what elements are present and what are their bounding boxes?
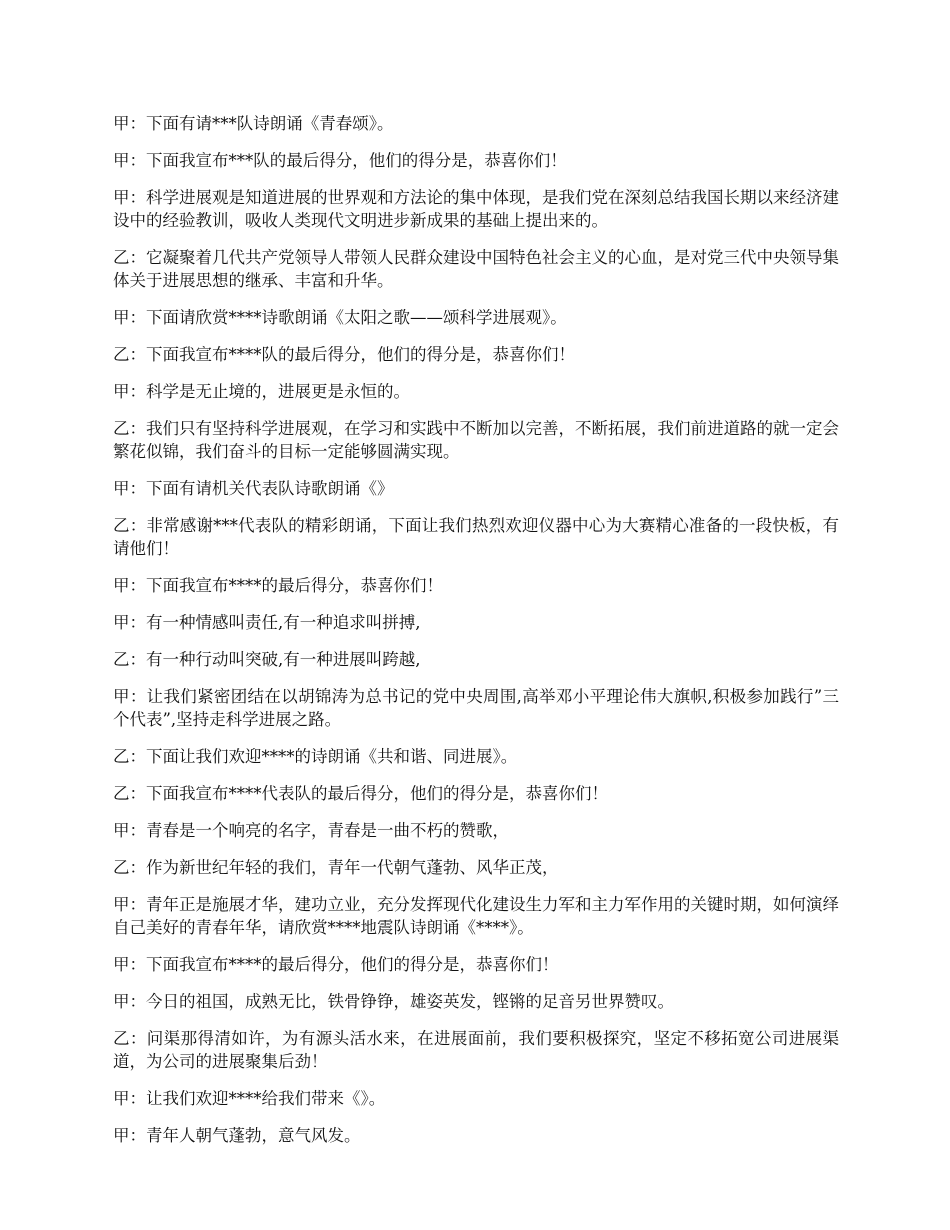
paragraph: 乙：问渠那得清如许，为有源头活水来，在进展面前，我们要积极探究，坚定不移拓宽公司进展渠道，为公司的进展聚集后劲！ [113, 1029, 839, 1071]
paragraph: 甲：青春是一个响亮的名字，青春是一曲不朽的赞歌， [113, 821, 509, 840]
paragraph: 甲：下面我宣布****的最后得分，他们的得分是，恭喜你们！ [113, 955, 559, 974]
paragraph: 甲：青年正是施展才华，建功立业，充分发挥现代化建设生力军和主力军作用的关键时期，如何演绎自己美好的青春年华，请欣赏****地震队诗朗诵《****》。 [113, 895, 839, 937]
paragraph: 甲：科学是无止境的，进展更是永恒的。 [113, 382, 410, 401]
document-body [113, 112, 839, 1161]
paragraph: 甲：让我们欢迎****给我们带来《》。 [113, 1089, 386, 1108]
paragraph: 乙：下面我宣布****代表队的最后得分，他们的得分是，恭喜你们！ [113, 784, 608, 803]
paragraph: 乙：有一种行动叫突破,有一种进展叫跨越, [113, 650, 421, 669]
paragraph: 甲：让我们紧密团结在以胡锦涛为总书记的党中央周围,高举邓小平理论伟大旗帜,积极参加践行”三个代表”,坚持走科学进展之路。 [113, 687, 839, 729]
paragraph: 甲：下面有请***队诗朗诵《青春颂》。 [113, 114, 394, 133]
paragraph: 甲：下面请欣赏****诗歌朗诵《太阳之歌——颂科学进展观》。 [113, 308, 567, 327]
paragraph: 乙：作为新世纪年轻的我们，青年一代朝气蓬勃、风华正茂， [113, 858, 559, 877]
paragraph: 甲：有一种情感叫责任,有一种追求叫拼搏, [113, 613, 421, 632]
paragraph: 甲：青年人朝气蓬勃，意气风发。 [113, 1126, 361, 1145]
paragraph: 乙：非常感谢***代表队的精彩朗诵，下面让我们热烈欢迎仪器中心为大赛精心准备的一段快板，有请他们！ [113, 516, 839, 558]
paragraph: 甲：科学进展观是知道进展的世界观和方法论的集中体现，是我们党在深刻总结我国长期以来经济建设中的经验教训，吸收人类现代文明进步新成果的基础上提出来的。 [113, 188, 839, 230]
paragraph: 乙：下面我宣布****队的最后得分，他们的得分是，恭喜你们！ [113, 345, 575, 364]
paragraph: 甲：今日的祖国，成熟无比，铁骨铮铮，雄姿英发，铿锵的足音另世界赞叹。 [113, 992, 674, 1011]
paragraph: 甲：下面我宣布****的最后得分，恭喜你们！ [113, 576, 443, 595]
paragraph: 甲：下面有请机关代表队诗歌朗诵《》 [113, 479, 394, 498]
paragraph: 甲：下面我宣布***队的最后得分，他们的得分是，恭喜你们！ [113, 151, 567, 170]
paragraph: 乙：它凝聚着几代共产党领导人带领人民群众建设中国特色社会主义的心血，是对党三代中央领导集体关于进展思想的继承、丰富和升华。 [113, 248, 839, 290]
paragraph: 乙：下面让我们欢迎****的诗朗诵《共和谐、同进展》。 [113, 747, 518, 766]
paragraph: 乙：我们只有坚持科学进展观，在学习和实践中不断加以完善，不断拓展，我们前进道路的就一定会繁花似锦，我们奋斗的目标一定能够圆满实现。 [113, 419, 839, 461]
